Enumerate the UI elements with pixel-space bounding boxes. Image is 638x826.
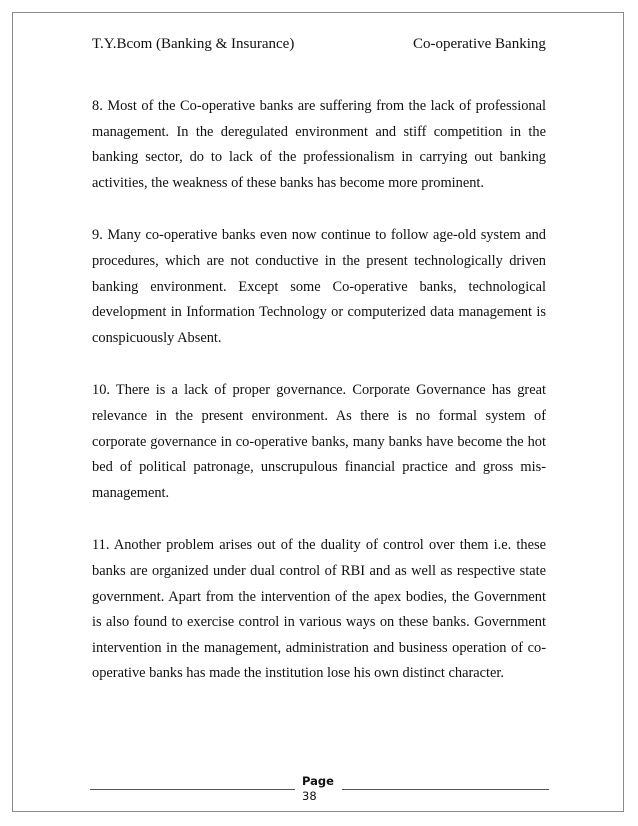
header-subject-title: Co-operative Banking <box>413 36 546 52</box>
page-label: Page <box>302 774 334 788</box>
paragraph-10: 10. There is a lack of proper governance. Corporate Governance has great relevance in the present environment. As there is no formal system of corporate governance in co-operative banks, many banks have become the hot bed of political patronage, unscrupulous financial practice and gross mis-management. <box>92 382 546 501</box>
header-course-title: T.Y.Bcom (Banking & Insurance) <box>92 36 295 52</box>
document-body <box>92 94 546 714</box>
paragraph-11: 11. Another problem arises out of the duality of control over them i.e. these banks are organized under dual control of RBI and as well as respective state government. Apart from the intervention of the apex bodies, the Government is also found to exercise control in various ways on these banks. Government intervention in the management, administration and business operation of co-operative banks has made the institution lose his own distinct character. <box>92 537 546 682</box>
paragraph-9: 9. Many co-operative banks even now continue to follow age-old system and procedures, which are not conductive in the present technologically driven banking environment. Except some Co-operative banks, technological development in Information Technology or computerized data management is conspicuously Absent. <box>92 227 546 346</box>
paragraph-8: 8. Most of the Co-operative banks are suffering from the lack of professional management. In the deregulated environment and stiff competition in the banking sector, do to lack of the professionalism in carrying out banking activities, the weakness of these banks has become more prominent. <box>92 98 546 191</box>
footer-rule-left <box>90 789 295 790</box>
page-number: 38 <box>302 789 317 803</box>
footer-rule-right <box>342 789 549 790</box>
